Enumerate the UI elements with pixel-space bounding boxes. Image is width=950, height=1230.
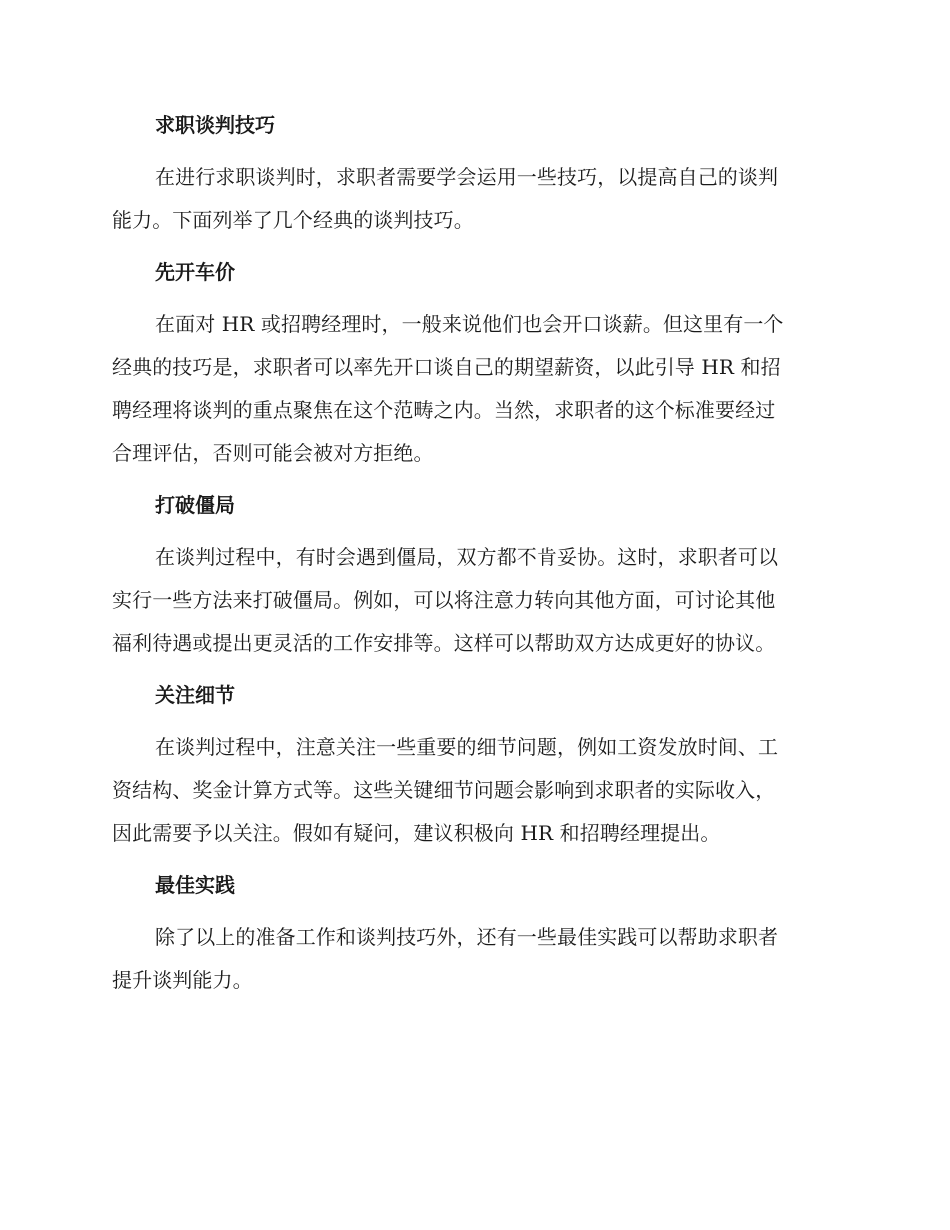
section-paragraph — [112, 156, 830, 242]
section-heading: 求职谈判技巧 — [155, 113, 275, 137]
paragraph-line: 除了以上的准备工作和谈判技巧外，还有一些最佳实践可以帮助求职者 — [155, 925, 779, 949]
paragraph-line: 合理评估，否则可能会被对方拒绝。 — [112, 441, 434, 465]
section-paragraph — [112, 303, 830, 475]
paragraph-line: 提升谈判能力。 — [112, 968, 253, 992]
paragraph-line: 经典的技巧是，求职者可以率先开口谈自己的期望薪资，以此引导 HR 和招 — [112, 355, 781, 379]
section-attention-details — [112, 678, 830, 855]
paragraph-line: 在谈判过程中，注意关注一些重要的细节问题，例如工资发放时间、工 — [155, 735, 779, 759]
section-heading: 关注细节 — [155, 683, 235, 707]
paragraph-line: 聘经理将谈判的重点聚焦在这个范畴之内。当然，求职者的这个标准要经过 — [112, 398, 776, 422]
section-paragraph — [112, 536, 830, 665]
section-paragraph — [112, 726, 830, 855]
paragraph-line: 福利待遇或提出更灵活的工作安排等。这样可以帮助双方达成更好的协议。 — [112, 631, 776, 655]
section-best-practices — [112, 868, 830, 1002]
section-heading: 先开车价 — [155, 260, 235, 284]
paragraph-line: 实行一些方法来打破僵局。例如，可以将注意力转向其他方面，可讨论其他 — [112, 588, 776, 612]
paragraph-line: 在面对 HR 或招聘经理时，一般来说他们也会开口谈薪。但这里有一个 — [155, 312, 784, 336]
section-heading: 打破僵局 — [155, 493, 235, 517]
section-anchor-first — [112, 255, 830, 475]
paragraph-line: 在谈判过程中，有时会遇到僵局，双方都不肯妥协。这时，求职者可以 — [155, 545, 779, 569]
section-heading: 最佳实践 — [155, 873, 235, 897]
paragraph-line: 在进行求职谈判时，求职者需要学会运用一些技巧，以提高自己的谈判 — [155, 165, 779, 189]
paragraph-line: 因此需要予以关注。假如有疑问，建议积极向 HR 和招聘经理提出。 — [112, 821, 721, 845]
section-negotiation-skills — [112, 108, 830, 242]
paragraph-line: 资结构、奖金计算方式等。这些关键细节问题会影响到求职者的实际收入， — [112, 778, 776, 802]
section-break-deadlock — [112, 488, 830, 665]
paragraph-line: 能力。下面列举了几个经典的谈判技巧。 — [112, 208, 474, 232]
section-paragraph — [112, 916, 830, 1002]
document-body — [112, 108, 830, 1015]
